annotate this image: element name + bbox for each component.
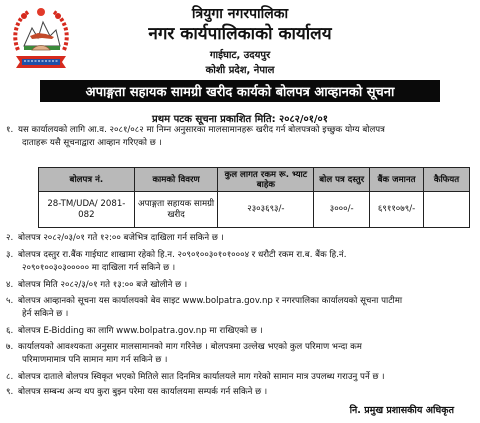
note-line: बोलपत्र दाताले बोलपत्र स्विकृत भएको मितिले सात दिनमित्र कार्यालयले माग गरेको सामान मात्र उपलब्ध गराउनु पर्ने छ । xyxy=(18,372,385,382)
note-line: कार्यालयको आवश्यकता अनुसार मालसामानको माग गरिनेछ । बोलपत्रमा उल्लेख भएको कुल परिमाण भन्दा कम xyxy=(18,342,362,352)
col-bank-guarantee: बैंक जमानत xyxy=(370,168,424,192)
note-7 xyxy=(6,341,472,367)
note-9 xyxy=(6,386,472,399)
intro-line-2: दाताहरू यसै सूचनाद्वारा आव्हान गरिएको छ । xyxy=(22,138,162,148)
item-number: ७. xyxy=(6,342,14,352)
notice-title-banner xyxy=(40,80,440,102)
cell-work-description: अपाङ्गता सहायक सामग्री खरीद xyxy=(134,192,218,228)
signature-designation: नि. प्रमुख प्रशासकीय अधिकृत xyxy=(349,405,454,416)
first-published-date: प्रथम पटक सूचना प्रकाशित मिति: २०८२/०१/०१ xyxy=(152,114,328,125)
note-2 xyxy=(6,232,472,245)
note-line: बोलपत्र आव्हानको सूचना यस कार्यालयको बेव साइट www.bolpatra.gov.np र नगरपालिका कार्यालयको सूचना पाटीमा xyxy=(18,296,403,306)
note-line: बोलपत्र दस्तुर रा.बैंक गाईघाट शाखामा रहेको हि.न. २०९०१००३०१०१०००४ र धरौटी रकम रा.ब. बैंक हि.नं. xyxy=(18,250,347,260)
note-line: बोलपत्र २०८२/०३/०१ गते १२:०० बजेभित्र दाखिला गर्न सकिने छ । xyxy=(18,233,224,243)
col-bid-fee: बोल पत्र दस्तुर xyxy=(314,168,370,192)
note-6 xyxy=(6,325,472,338)
cell-bid-fee: ३०००/- xyxy=(314,192,370,228)
cell-bank-guarantee: ६९११०७९/- xyxy=(370,192,424,228)
province-name: कोशी प्रदेश, नेपाल xyxy=(205,65,275,76)
note-line: २०९०१००३०३००००० मा दाखिला गर्न सकिने छ । xyxy=(22,263,176,273)
intro-paragraph xyxy=(6,124,472,150)
table-row xyxy=(39,192,470,228)
note-line: बोलपत्र सम्बन्ध अन्य थप कुरा बुझ्न परेमा यस कार्यालयमा सम्पर्क गर्न सकिने छ । xyxy=(18,387,268,397)
bid-table xyxy=(38,167,470,228)
item-number: ८. xyxy=(6,372,14,382)
office-name: नगर कार्यपालिकाको कार्यालय xyxy=(148,24,332,44)
note-line: परिमाणमामात्र पनि सामान माग गर्न सकिने छ । xyxy=(22,355,168,365)
note-8 xyxy=(6,371,472,384)
cell-bid-number: 28-TM/UDA/ 2081-082 xyxy=(39,192,135,228)
cell-remarks xyxy=(424,192,470,228)
note-line: बोलपत्र E-Bidding का लागि www.bolpatra.gov.np मा राखिएको छ । xyxy=(18,326,263,336)
note-5 xyxy=(6,295,472,321)
table-header-row xyxy=(39,168,470,192)
municipality-name: त्रियुगा नगरपालिका xyxy=(191,6,289,22)
item-number: ६. xyxy=(6,326,14,336)
note-3 xyxy=(6,249,472,275)
item-number: १. xyxy=(6,125,14,135)
note-line: बोलपत्र मिति २०८२/३/०१ गते १३:०० बजे खोलीने छ । xyxy=(18,280,188,290)
item-number: ३. xyxy=(6,250,14,260)
intro-line-1: यस कार्यालयको लागि आ.व. २०८१/०८२ मा निम्न अनुसारका मालसामानहरू खरीद गर्न बोलपत्रको इच्छुक योग्य बोलपत्र xyxy=(18,125,385,135)
office-address: गाईघाट, उदयपुर xyxy=(209,50,271,61)
col-work-description: कामको विवरण xyxy=(134,168,218,192)
item-number: २. xyxy=(6,233,14,243)
item-number: ५. xyxy=(6,296,14,306)
col-bid-number: बोलपत्र नं. xyxy=(39,168,135,192)
note-line: हेर्न सकिने छ । xyxy=(22,309,69,319)
notice-title: अपाङ्गता सहायक सामग्री खरीद कार्यको बोलपत्र आव्हानको सूचना xyxy=(85,85,395,100)
note-4 xyxy=(6,279,472,292)
item-number: ४. xyxy=(6,280,14,290)
col-remarks: कैफियत xyxy=(424,168,470,192)
item-number: ९. xyxy=(6,387,14,397)
cell-total-cost: २३०३६९३/- xyxy=(218,192,314,228)
col-total-cost: कुल लागत रकम रू. भ्याट बाहेक xyxy=(218,168,314,192)
